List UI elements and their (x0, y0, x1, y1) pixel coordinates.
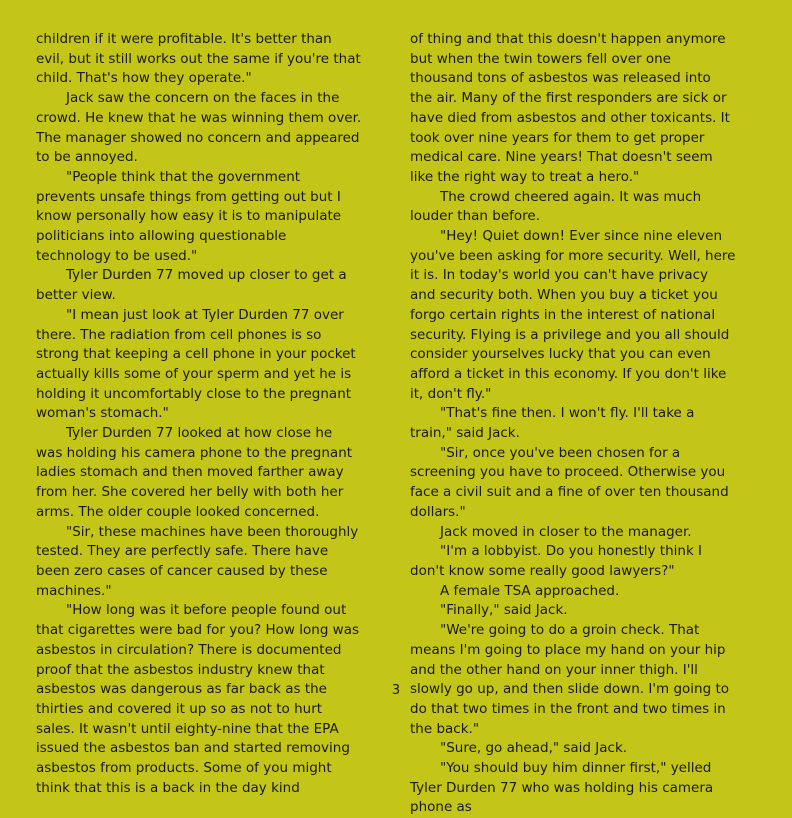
paragraph: "Finally," said Jack. (440, 602, 568, 619)
page-number: 3 (391, 683, 401, 698)
paragraph: "Sir, these machines have been thoroughly tested. They are perfectly safe. There have been zero cases of cancer caused by these machines." (36, 523, 359, 599)
paragraph: "That's fine then. I won't fly. I'll take a train," said Jack. (410, 405, 695, 442)
paragraph: "You should buy him dinner first," yelled Tyler Durden 77 who was holding his camera phone as (410, 760, 714, 816)
paragraph: "We're going to do a groin check. That means I'm going to place my hand on your hip and the other hand on your inner thigh. I'll slowly go up, and then slide down. I'm going to do that two times in the front and two times in the back." (410, 622, 730, 737)
paragraph: "Sure, go ahead," said Jack. (440, 740, 628, 757)
paragraph: "I mean just look at Tyler Durden 77 over there. The radiation from cell phones is so strong that keeping a cell phone in your pocket actually kills some of your sperm and yet he is holding it uncomfortably close to the pregnant woman's stomach." (36, 306, 356, 422)
paragraph: Tyler Durden 77 moved up closer to get a better view. (36, 267, 347, 304)
paragraph: children if it were profitable. It's better than evil, but it still works out the same if you're that child. That's how they operate." (36, 31, 361, 87)
paragraph: Jack saw the concern on the faces in the crowd. He knew that he was winning them over. The manager showed no concern and appeared to be annoyed. (36, 90, 362, 166)
paragraph: Jack moved in closer to the manager. (440, 523, 692, 540)
paragraph: "Hey! Quiet down! Ever since nine eleven you've been asking for more security. Well, here it is. In today's world you can't have privacy and security both. When you buy a ticket you forgo certain rights in the interest of national security. Flying is a privilege and you all should consider yourselves lucky that you can even afford a ticket in this economy. If you don't like it, don't fly." (410, 228, 736, 402)
paragraph: of thing and that this doesn't happen anymore but when the twin towers fell over one thousand tons of asbestos was released into the air. Many of the first responders are sick or have died from asbestos and other toxicants. It took over nine years for them to get proper medical care. Nine years! That doesn't seem like the right way to treat a hero." (410, 31, 730, 185)
left-column (36, 30, 362, 796)
paragraph: "How long was it before people found out that cigarettes were bad for you? How long was asbestos in circulation? There is documented proof that the asbestos industry knew that asbestos was dangerous as far back as the thirties and covered it up so as not to hurt sales. It wasn't until eighty-nine that the EPA issued the asbestos ban and started removing asbestos from products. Some of you might think that this is a back in the day kind (36, 602, 360, 796)
text-columns (36, 30, 756, 816)
paragraph: The crowd cheered again. It was much louder than before. (410, 188, 702, 225)
paragraph: "People think that the government prevents unsafe things from getting out but I know personally how easy it is to manipulate politicians into allowing questionable technology to be used." (36, 168, 342, 264)
paragraph: "Sir, once you've been chosen for a screening you have to proceed. Otherwise you face a civil suit and a fine of over ten thousand dollars." (410, 444, 729, 520)
paragraph: Tyler Durden 77 looked at how close he was holding his camera phone to the pregnant ladies stomach and then moved farther away from her. She covered her belly with both her arms. The older couple looked concerned. (36, 425, 353, 520)
paragraph: A female TSA approached. (440, 582, 620, 599)
paragraph: "I'm a lobbyist. Do you honestly think I don't know some really good lawyers?" (410, 543, 703, 579)
right-column (410, 30, 736, 816)
